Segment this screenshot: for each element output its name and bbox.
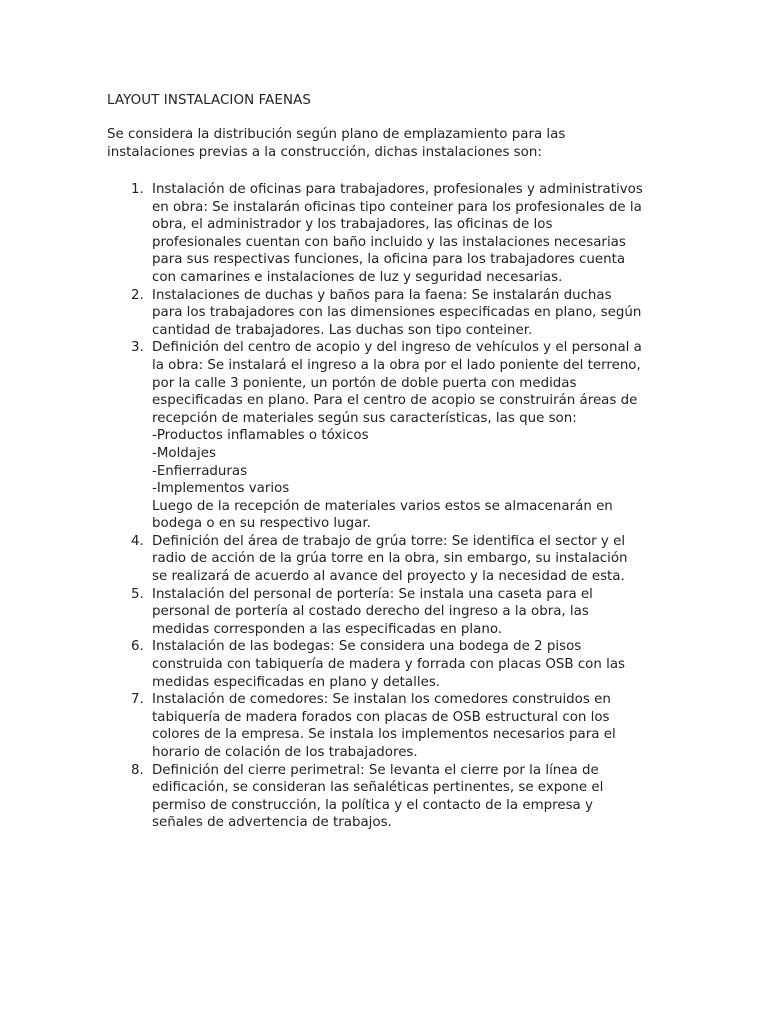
list-item-text-line: -Moldajes — [152, 445, 216, 461]
list-item-text-line: en obra: Se instalarán oficinas tipo conteiner para los profesionales de la — [152, 199, 642, 215]
list-item-text-line: Instalación del personal de portería: Se instala una caseta para el — [152, 586, 593, 602]
list-item-number: 1. — [131, 182, 144, 197]
list-item-number: 3. — [131, 340, 144, 356]
list-item-text-line: -Productos inflamables o tóxicos — [152, 428, 369, 444]
list-item-text-line: Definición del cierre perimetral: Se levanta el cierre por la línea de — [152, 762, 599, 778]
intro-line: instalaciones previas a la construcción, dichas instalaciones son: — [107, 145, 542, 160]
list-item-text-line: medidas corresponden a las especificadas en plano. — [152, 621, 503, 637]
list-item — [0, 638, 768, 691]
document-title: LAYOUT INSTALACION FAENAS — [107, 93, 311, 108]
list-item-text-line: para sus respectivas funciones, la oficina para los trabajadores cuenta — [152, 252, 626, 268]
list-item-number: 4. — [131, 533, 144, 549]
list-item-text-line: por la calle 3 poniente, un portón de doble puerta con medidas — [152, 375, 577, 391]
list-item-number: 5. — [131, 586, 144, 602]
list-item-text-line: profesionales cuentan con baño incluido y las instalaciones necesarias — [152, 234, 626, 250]
list-item — [0, 339, 768, 533]
numbered-list — [0, 181, 768, 832]
list-item-number: 8. — [131, 762, 144, 778]
list-item-text-line: se realizará de acuerdo al avance del proyecto y la necesidad de esta. — [152, 569, 625, 585]
list-item-text-line: Definición del área de trabajo de grúa torre: Se identifica el sector y el — [152, 533, 626, 549]
list-item-text-line: tabiquería de madera forados con placas de OSB estructural con los — [152, 709, 610, 725]
list-item-text-line: bodega o en su respectivo lugar. — [152, 516, 371, 532]
list-item-text-line: edificación, se consideran las señaléticas pertinentes, se expone el — [152, 780, 604, 796]
list-item-text-line: Definición del centro de acopio y del ingreso de vehículos y el personal a — [152, 340, 642, 356]
list-item-number: 7. — [131, 692, 144, 708]
list-item-text-line: Instalaciones de duchas y baños para la faena: Se instalarán duchas — [152, 287, 612, 303]
list-item-text-line: radio de acción de la grúa torre en la obra, sin embargo, su instalación — [152, 551, 628, 567]
list-item-text-line: Instalación de oficinas para trabajadores, profesionales y administrativos — [152, 182, 643, 197]
list-item — [0, 586, 768, 639]
list-item-number: 2. — [131, 287, 144, 303]
list-item-text-line: personal de portería al costado derecho del ingreso a la obra, las — [152, 604, 589, 620]
list-item-text-line: Luego de la recepción de materiales varios estos se almacenarán en — [152, 498, 613, 514]
list-item-text-line: especificadas en plano. Para el centro de acopio se construirán áreas de — [152, 393, 638, 409]
list-item-text-line: recepción de materiales según sus características, las que son: — [152, 410, 577, 426]
list-item-text-line: horario de colación de los trabajadores. — [152, 745, 418, 760]
list-item-text-line: -Enfierraduras — [152, 463, 248, 479]
list-item-text-line: Instalación de comedores: Se instalan los comedores construidos en — [152, 692, 611, 708]
list-item-text-line: -Implementos varios — [152, 481, 290, 497]
list-item — [0, 533, 768, 586]
list-item — [0, 287, 768, 340]
list-item-text-line: cantidad de trabajadores. Las duchas son tipo conteiner. — [152, 322, 533, 338]
list-item-number: 6. — [131, 639, 144, 655]
list-item-text-line: con camarines e instalaciones de luz y seguridad necesarias. — [152, 269, 563, 285]
list-item-text-line: obra, el administrador y los trabajadores, las oficinas de los — [152, 217, 553, 233]
list-item-text-line: permiso de construcción, la política y el contacto de la empresa y — [152, 797, 593, 813]
list-item-text-line: Instalación de las bodegas: Se considera una bodega de 2 pisos — [152, 639, 582, 655]
intro-paragraph — [107, 126, 677, 162]
list-item-text-line: la obra: Se instalará el ingreso a la obra por el lado poniente del terreno, — [152, 357, 641, 373]
list-item — [0, 181, 768, 287]
list-item-text-line: señales de advertencia de trabajos. — [152, 815, 392, 831]
list-item — [0, 691, 768, 761]
list-item-text-line: construida con tabiquería de madera y forrada con placas OSB con las — [152, 657, 626, 673]
list-item-text-line: para los trabajadores con las dimensiones especificadas en plano, según — [152, 305, 642, 321]
list-item — [0, 762, 768, 832]
intro-line: Se considera la distribución según plano de emplazamiento para las — [107, 127, 566, 142]
list-item-text-line: medidas especificadas en plano y detalles. — [152, 674, 441, 690]
list-item-text-line: colores de la empresa. Se instala los implementos necesarios para el — [152, 727, 616, 743]
